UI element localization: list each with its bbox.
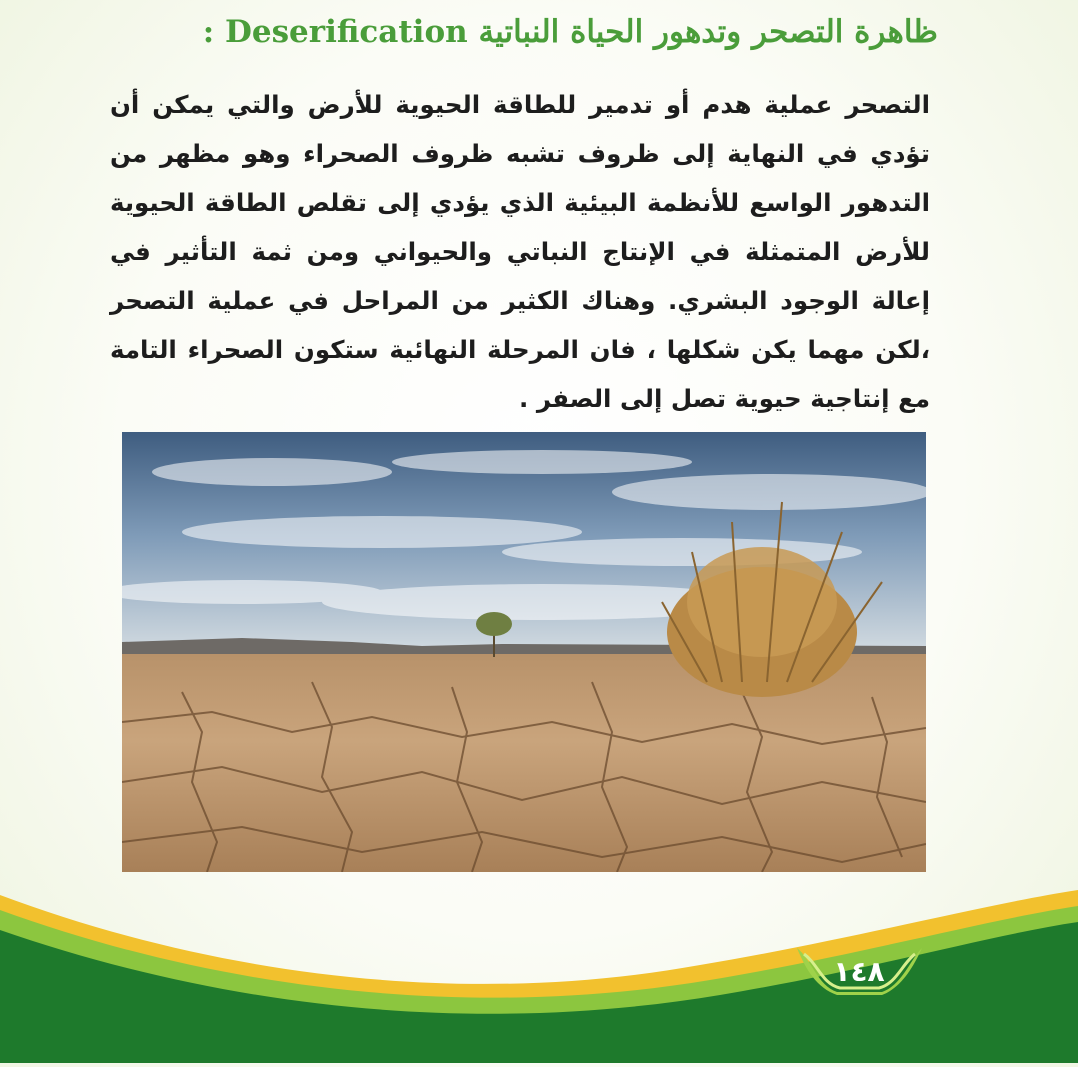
- page-title: ظاهرة التصحر وتدهور الحياة النباتية Deserification :: [202, 14, 938, 50]
- desert-photo: [122, 432, 926, 872]
- body-paragraph: التصحر عملية هدم أو تدمير للطاقة الحيوية للأرض والتي يمكن أن تؤدي في النهاية إلى ظروف تشبه ظروف الصحراء وهو مظهر من التدهور الواسع للأنظمة البيئية الذي يؤدي إلى تقلص الطاقة الحيوية للأرض المتمثلة في الإنتاج النباتي والحيواني ومن ثمة التأثير في إعالة الوجود البشري. وهناك الكثير من المراحل في عملية التصحر ،لكن مهما يكن شكلها ، فان المرحلة النهائية ستكون الصحراء التامة مع إنتاجية حيوية تصل إلى الصفر .: [110, 90, 930, 413]
- page-number: ١٤٨: [833, 955, 885, 988]
